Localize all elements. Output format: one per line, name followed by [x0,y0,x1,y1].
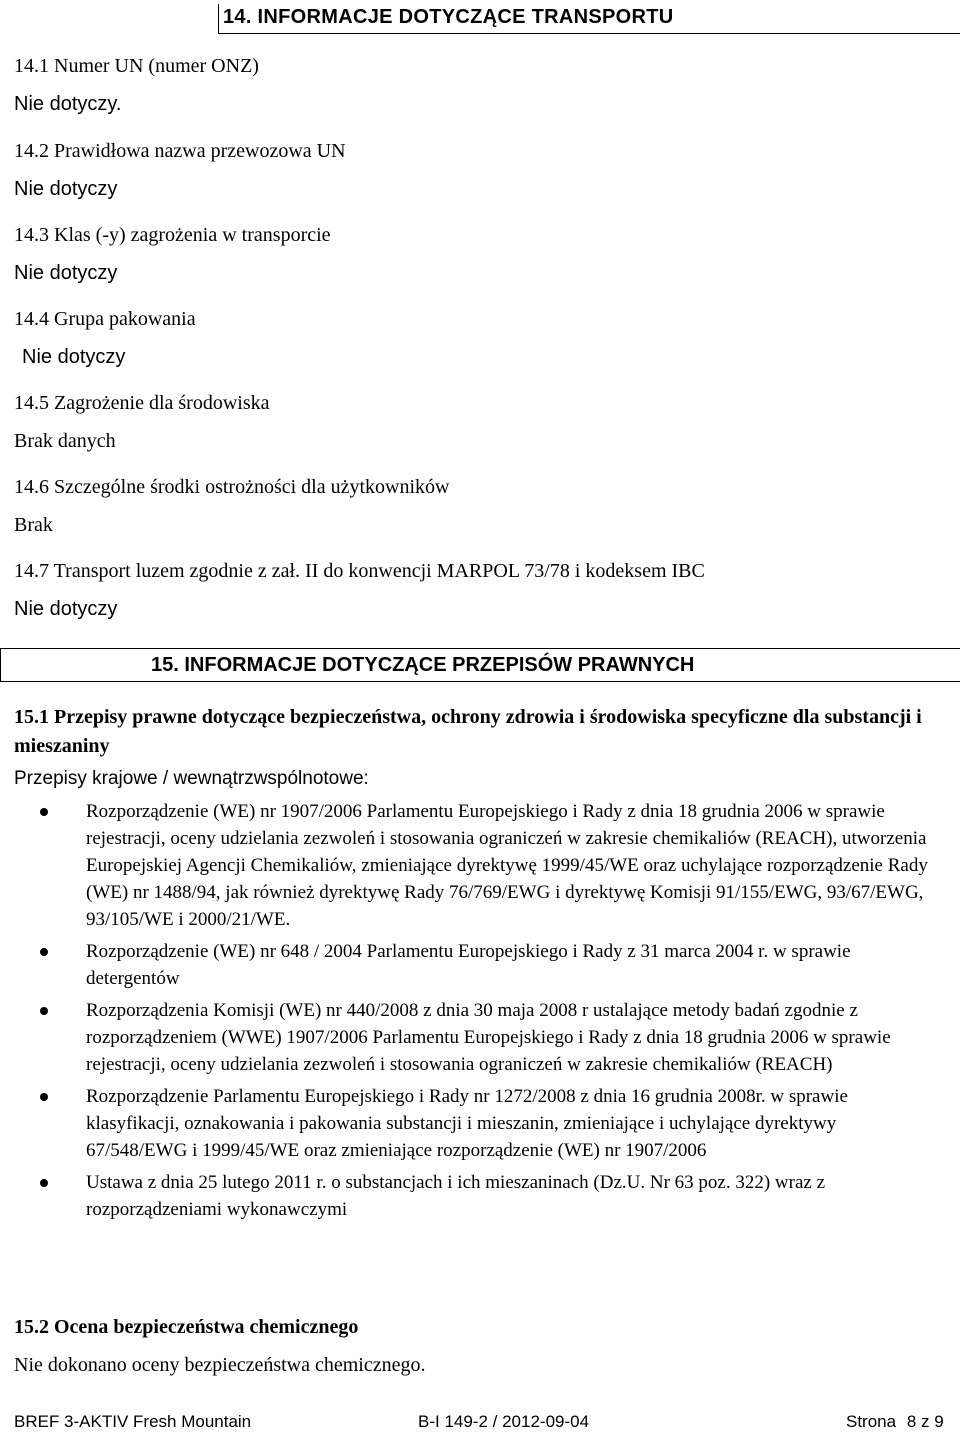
bullet-icon [40,1179,48,1187]
footer-page-label: Strona [846,1412,897,1431]
item-14-1-value: Nie dotyczy. [14,93,122,115]
item-14-6-heading: 14.6 Szczególne środki ostrożności dla użytkowników [14,476,450,498]
section-14-title: 14. INFORMACJE DOTYCZĄCE TRANSPORTU [223,6,674,28]
regulation-text: Rozporządzenie Parlamentu Europejskiego i Rady nr 1272/2008 z dnia 16 grudnia 2008r. w sprawie klasyfikacji, oznakowania i pakowania substancji i mieszanin, zmieniające i uchylające dyrektywy 67/548/EWG i 1999/45/WE oraz zmieniające rozporządzenie (WE) nr 1907/2006 [86,1086,848,1161]
footer-page-total: 9 [934,1412,944,1431]
regulation-item [0,997,960,1078]
regulation-item [0,1083,960,1164]
regulation-text: Rozporządzenia Komisji (WE) nr 440/2008 z dnia 30 maja 2008 r ustalające metody badań zgodnie z rozporządzeniem (WWE) 1907/2006 Parlamentu Europejskiego i Rady z dnia 18 grudnia 2006 w sprawie rejestracji, oceny udzielania zezwoleń i stosowania ograniczeń w zakresie chemikaliów (REACH) [86,1000,891,1075]
item-14-5-value: Brak danych [14,430,116,452]
regulation-text: Rozporządzenie (WE) nr 1907/2006 Parlamentu Europejskiego i Rady z dnia 18 grudnia 2006 w sprawie rejestracji, oceny udzielania zezwoleń i stosowania ograniczeń w zakresie chemikaliów (REACH), utworzenia Europejskiej Agencji Chemikaliów, zmieniające dyrektywę 1999/45/WE oraz uchylające rozporządzenie Rady (WE) nr 1488/94, jak również dyrektywę Rady 76/769/EWG i dyrektywę Komisji 91/155/EWG, 93/67/EWG, 93/105/WE i 2000/21/WE. [86,801,928,930]
item-14-7-value: Nie dotyczy [14,598,118,620]
item-14-4-heading: 14.4 Grupa pakowania [14,308,196,330]
subsection-15-2-value: Nie dokonano oceny bezpieczeństwa chemicznego. [14,1354,426,1376]
section-14-header [218,4,960,34]
regulation-item [0,798,960,933]
item-14-2-value: Nie dotyczy [14,178,118,200]
regulation-item [0,938,960,992]
footer-page-sep: z [921,1412,930,1431]
item-14-4-value: Nie dotyczy [22,346,126,368]
regulations-intro: Przepisy krajowe / wewnątrzwspólnotowe: [14,768,369,789]
item-14-3-value: Nie dotyczy [14,262,118,284]
item-14-1-heading: 14.1 Numer UN (numer ONZ) [14,55,259,77]
regulation-text: Ustawa z dnia 25 lutego 2011 r. o substancjach i ich mieszaninach (Dz.U. Nr 63 poz. 322) wraz z rozporządzeniami wykonawczymi [86,1172,826,1220]
footer-page-num: 8 [906,1412,917,1431]
footer-page [846,1412,944,1432]
section-15-header [0,648,960,682]
bullet-icon [40,808,48,816]
bullet-icon [40,1007,48,1015]
section-15-title: 15. INFORMACJE DOTYCZĄCE PRZEPISÓW PRAWNYCH [151,654,695,676]
footer-product: BREF 3-AKTIV Fresh Mountain [14,1412,252,1431]
bullet-icon [40,1093,48,1101]
item-14-7-heading: 14.7 Transport luzem zgodnie z zał. II do konwencji MARPOL 73/78 i kodeksem IBC [14,560,705,582]
item-14-6-value: Brak [14,514,53,536]
subsection-15-1-heading: 15.1 Przepisy prawne dotyczące bezpieczeństwa, ochrony zdrowia i środowiska specyficzne dla substancji i mieszaniny [14,706,922,757]
regulations-list [0,798,960,1228]
item-14-3-heading: 14.3 Klas (-y) zagrożenia w transporcie [14,224,331,246]
regulation-item [0,1169,960,1223]
regulation-text: Rozporządzenie (WE) nr 648 / 2004 Parlamentu Europejskiego i Rady z 31 marca 2004 r. w sprawie detergentów [86,941,851,989]
bullet-icon [40,948,48,956]
footer-code: B-I 149-2 / 2012-09-04 [418,1412,590,1431]
item-14-2-heading: 14.2 Prawidłowa nazwa przewozowa UN [14,140,346,162]
item-14-5-heading: 14.5 Zagrożenie dla środowiska [14,392,270,414]
subsection-15-2-heading: 15.2 Ocena bezpieczeństwa chemicznego [14,1316,359,1338]
